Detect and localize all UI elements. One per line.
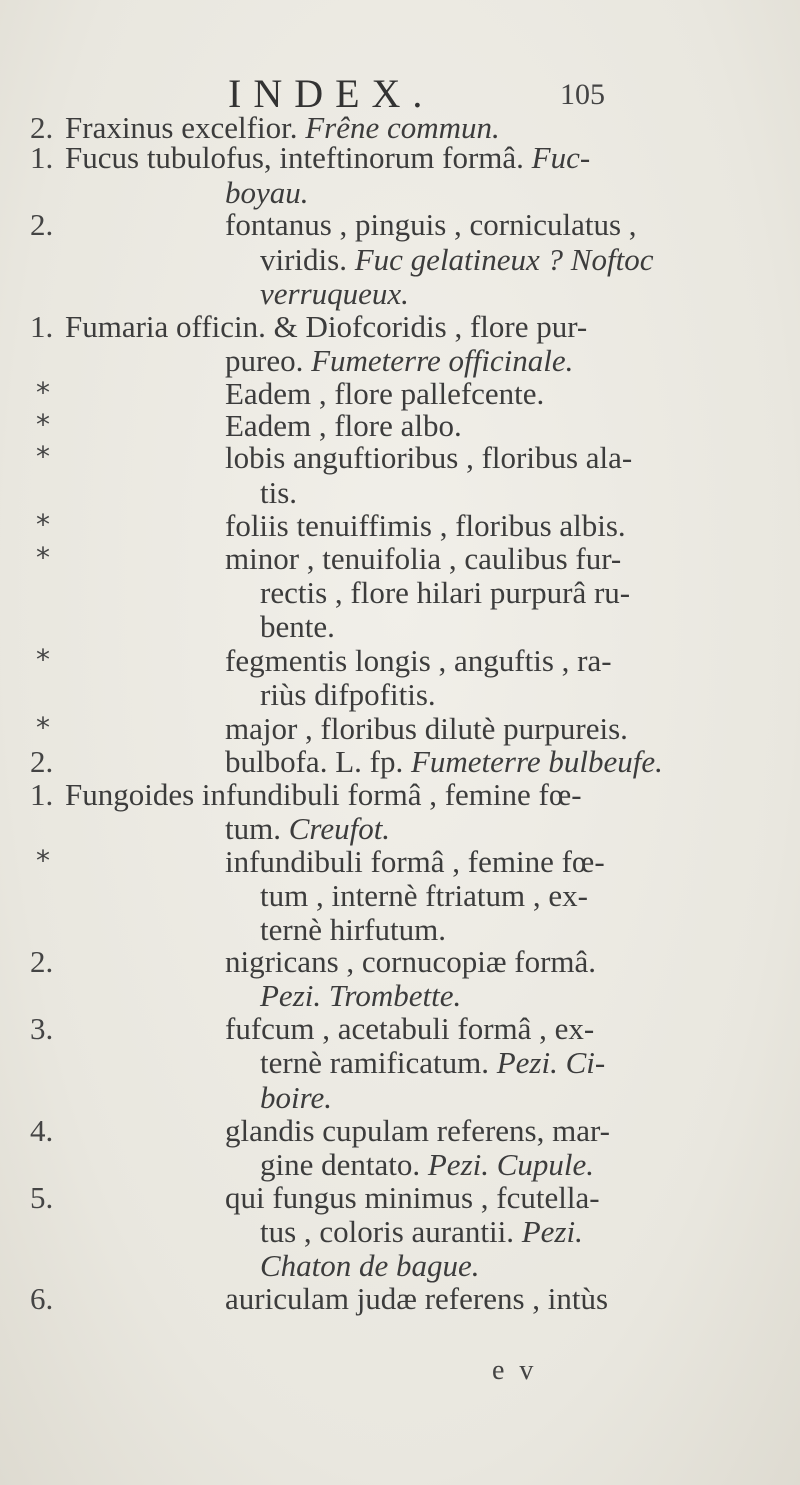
page-number: 105 (560, 78, 605, 111)
french-name: boire. (260, 1080, 333, 1115)
french-name: Pezi. (521, 1214, 583, 1249)
asterisk-marker: * (36, 376, 50, 409)
entry-line (260, 609, 335, 645)
entry-line (260, 677, 436, 713)
entry-line (260, 878, 588, 914)
french-name: Creufot. (288, 811, 391, 846)
asterisk-marker: * (36, 844, 50, 877)
french-name: verruqueux. (260, 276, 409, 311)
latin-text: Eadem , flore albo. (225, 408, 462, 443)
entry-line (65, 309, 587, 345)
entry-line (225, 408, 462, 444)
entry-line (225, 844, 605, 880)
latin-text: riùs difpofitis. (260, 677, 436, 712)
french-name: Frêne commun. (305, 110, 500, 145)
latin-text: Fumaria officin. & Diofcoridis , flore pur- (65, 309, 588, 344)
latin-text: tus , coloris aurantii. (260, 1214, 522, 1249)
entry-number: 2. (30, 207, 54, 242)
asterisk-marker: * (36, 643, 50, 676)
entry-line (225, 175, 309, 211)
entry-line (260, 1147, 594, 1183)
entry-line (225, 376, 544, 412)
entry-line (225, 711, 628, 747)
asterisk-marker: * (36, 408, 50, 441)
asterisk-marker: * (36, 711, 50, 744)
latin-text: pureo. (225, 343, 312, 378)
latin-text: qui fungus minimus , fcutella- (225, 1180, 600, 1215)
latin-text: bulbofa. L. fp. (225, 744, 411, 779)
french-name: Fuc gelatineux ? Noftoc (354, 242, 654, 277)
latin-text: ternè ramificatum. (260, 1045, 497, 1080)
latin-text: lobis anguftioribus , floribus ala- (225, 440, 633, 475)
entry-line (225, 440, 632, 476)
latin-text: bente. (260, 609, 335, 644)
french-name: Pezi. Trombette. (260, 978, 462, 1013)
french-name: Pezi. Cupule. (427, 1147, 595, 1182)
latin-text: minor , tenuifolia , caulibus fur- (225, 541, 622, 576)
entry-number: 4. (30, 1113, 54, 1148)
asterisk-marker: * (36, 541, 50, 574)
entry-line (225, 811, 390, 847)
latin-text: Fraxinus excelfior. (65, 110, 306, 145)
signature-mark: e v (492, 1355, 538, 1386)
entry-number: 6. (30, 1281, 54, 1316)
entry-line (225, 1281, 608, 1317)
french-name: Pezi. Ci- (496, 1045, 606, 1080)
french-name: Fuc- (531, 140, 591, 175)
entry-line (260, 1045, 605, 1081)
asterisk-marker: * (36, 440, 50, 473)
entry-line (65, 140, 590, 176)
latin-text: auriculam judæ referens , intùs (225, 1281, 609, 1316)
entry-line (225, 1011, 594, 1047)
entry-line (260, 912, 446, 948)
latin-text: tis. (260, 475, 298, 510)
entry-number: 1. (30, 777, 54, 812)
french-name: boyau. (225, 175, 309, 210)
latin-text: fontanus , pinguis , corniculatus , (225, 207, 637, 242)
entry-number: 1. (30, 309, 54, 344)
entry-number: 1. (30, 140, 54, 175)
latin-text: gine dentato. (260, 1147, 428, 1182)
latin-text: foliis tenuiffimis , floribus albis. (225, 508, 626, 543)
entry-line (225, 643, 612, 679)
entry-line (260, 575, 630, 611)
entry-line (225, 944, 596, 980)
entry-line (260, 1080, 332, 1116)
latin-text: major , floribus dilutè purpureis. (225, 711, 628, 746)
entry-number: 5. (30, 1180, 54, 1215)
entry-line (65, 777, 582, 813)
entry-line (225, 508, 626, 544)
latin-text: Eadem , flore pallefcente. (225, 376, 545, 411)
entry-number: 2. (30, 944, 54, 979)
latin-text: fegmentis longis , anguftis , ra- (225, 643, 612, 678)
french-name: Fumeterre officinale. (311, 343, 574, 378)
entry-line (260, 242, 653, 278)
entry-number: 3. (30, 1011, 54, 1046)
entry-line (225, 1113, 610, 1149)
entry-number: 2. (30, 110, 54, 145)
entry-line (225, 207, 637, 243)
french-name: Fumeterre bulbeufe. (410, 744, 663, 779)
entry-line (260, 1214, 583, 1250)
entry-line (225, 1180, 600, 1216)
french-name: Chaton de bague. (260, 1248, 480, 1283)
entry-number: 2. (30, 744, 54, 779)
latin-text: glandis cupulam referens, mar- (225, 1113, 611, 1148)
latin-text: infundibuli formâ , femine fœ- (225, 844, 605, 879)
entry-line (225, 343, 573, 379)
latin-text: rectis , flore hilari purpurâ ru- (260, 575, 631, 610)
latin-text: fufcum , acetabuli formâ , ex- (225, 1011, 595, 1046)
entry-line (260, 978, 461, 1014)
latin-text: ternè hirfutum. (260, 912, 446, 947)
latin-text: nigricans , cornucopiæ formâ. (225, 944, 597, 979)
entry-line (260, 276, 409, 312)
entry-line (225, 744, 663, 780)
entry-line (260, 475, 297, 511)
entry-line (260, 1248, 480, 1284)
latin-text: tum. (225, 811, 289, 846)
latin-text: Fungoides infundibuli formâ , femine fœ- (65, 777, 582, 812)
latin-text: tum , internè ftriatum , ex- (260, 878, 588, 913)
latin-text: Fucus tubulofus, inteftinorum formâ. (65, 140, 532, 175)
asterisk-marker: * (36, 508, 50, 541)
entry-line (225, 541, 621, 577)
page-title: INDEX. (228, 71, 435, 116)
latin-text: viridis. (260, 242, 355, 277)
